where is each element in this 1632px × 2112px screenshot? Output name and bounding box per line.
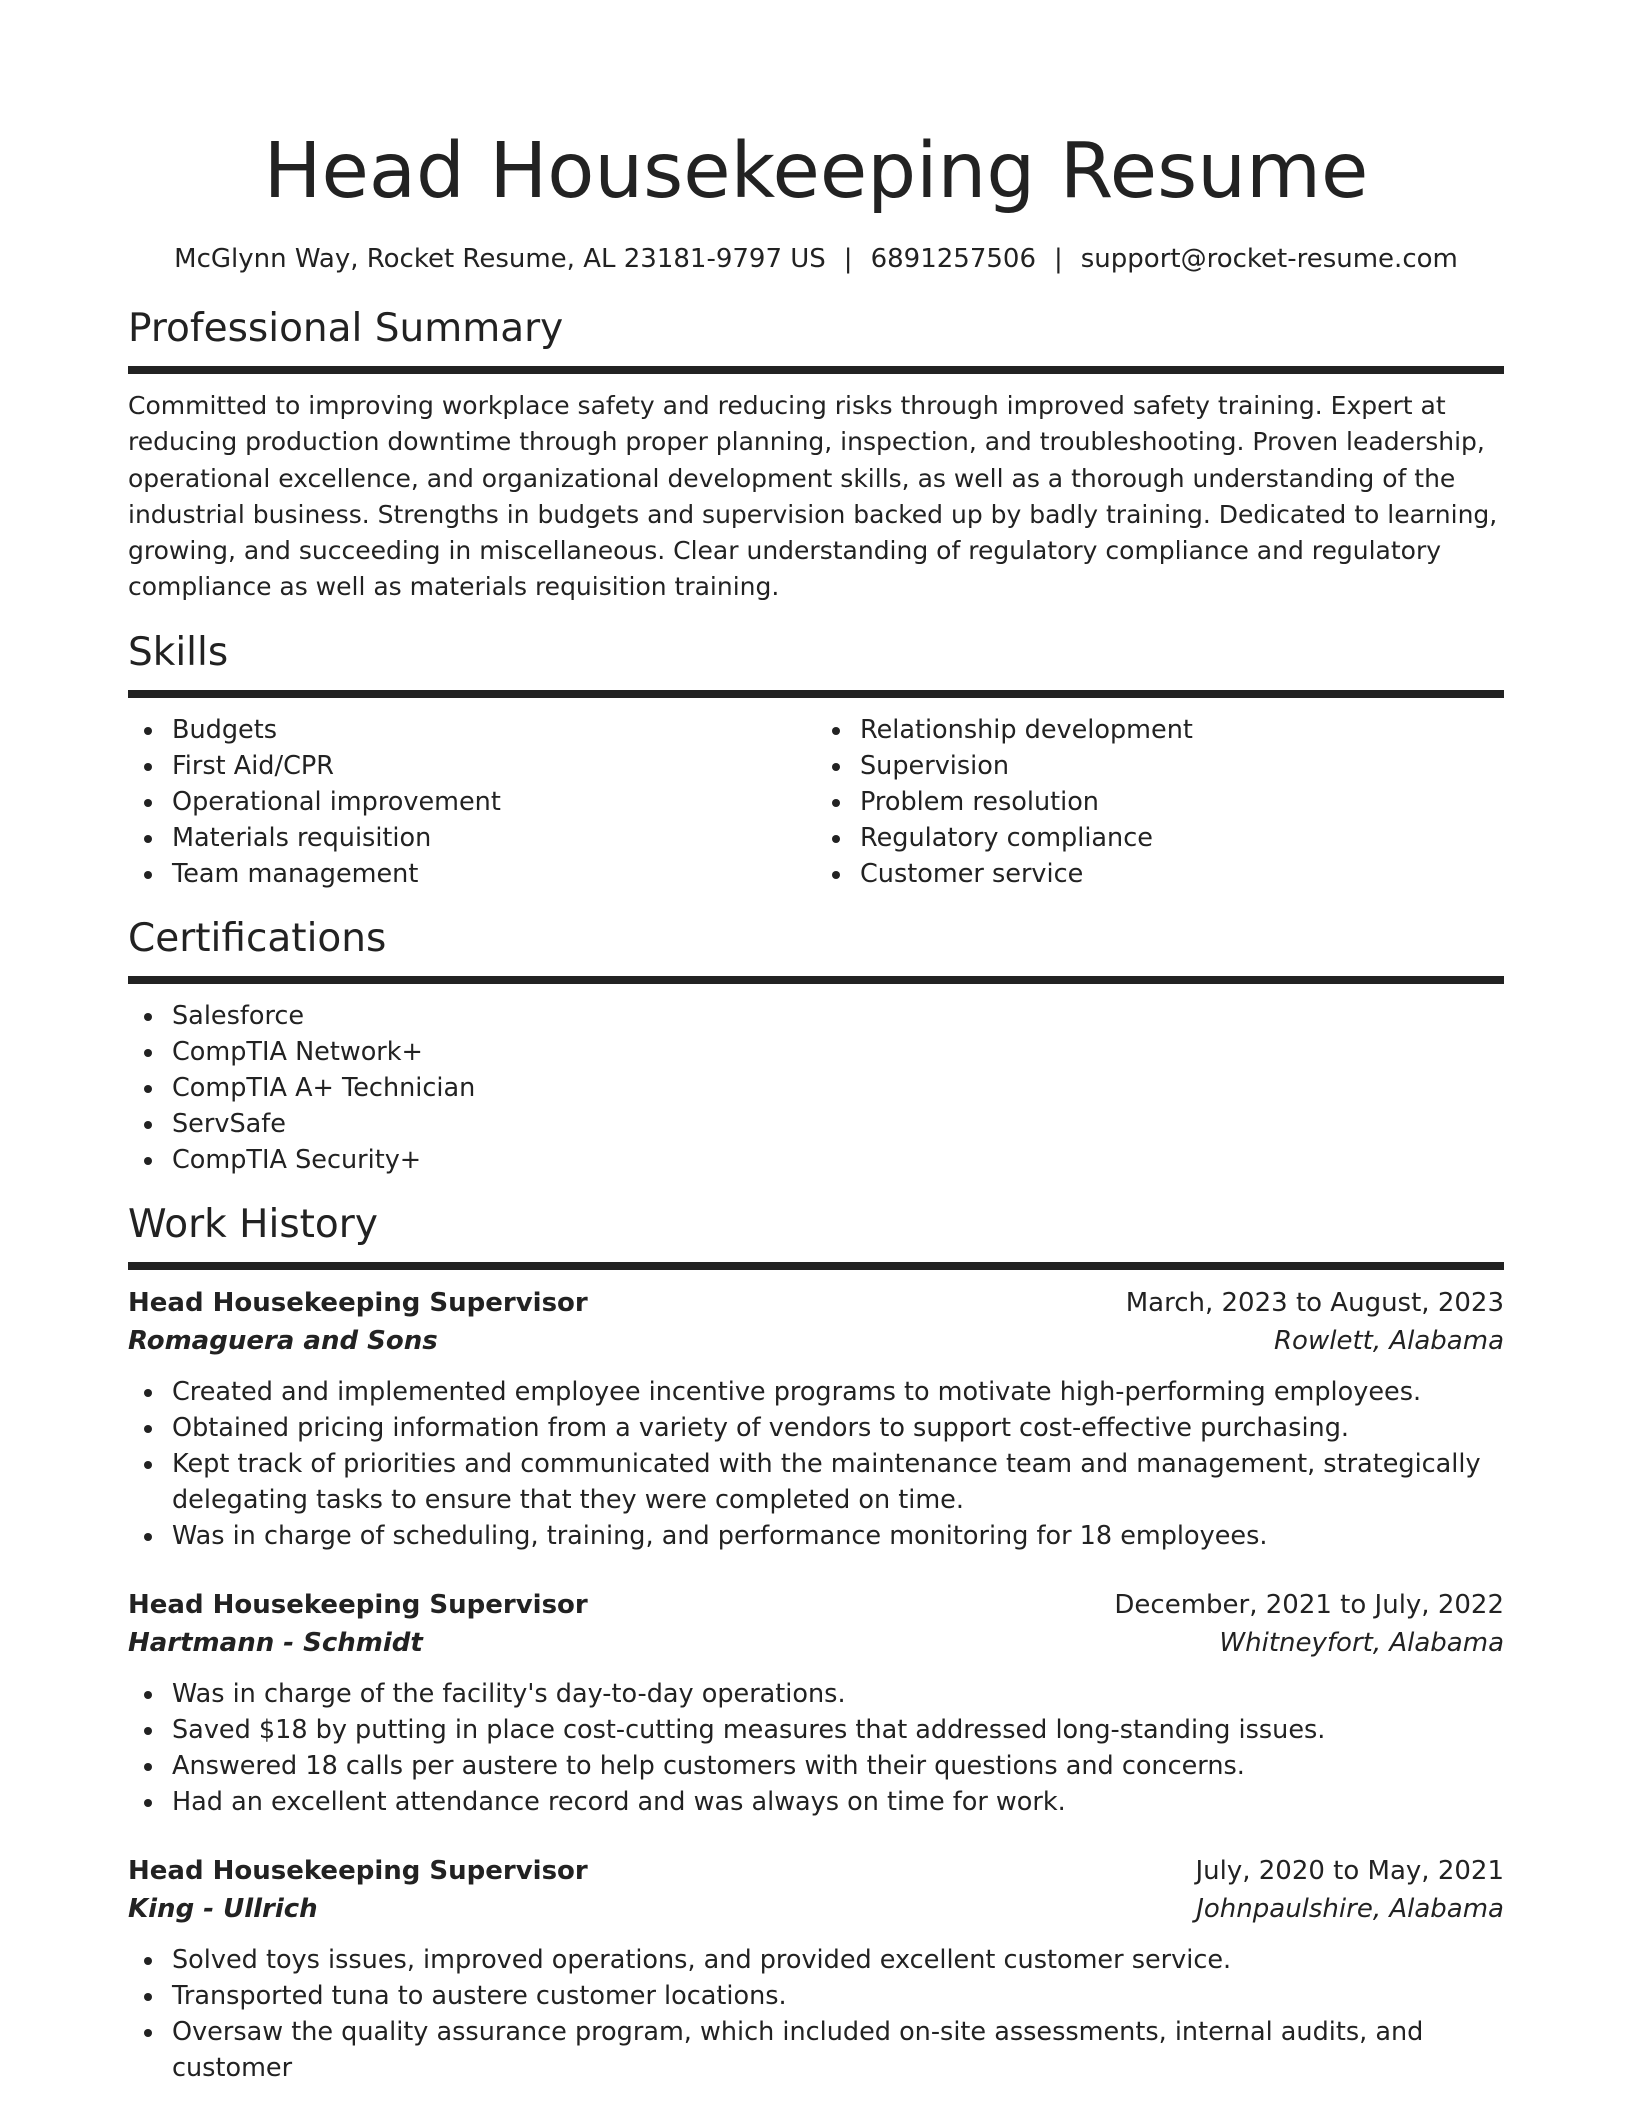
summary-text: Committed to improving workplace safety and reducing risks through improved safety training. Expert at reducing production downtime through proper planning, inspection, and troubleshooting. Proven leadership, operational excellence, and organizational development skills, as well as a thorough understanding of the industrial business. Strengths in budgets and supervision backed up by badly training. Dedicated to learning, growing, and succeeding in miscellaneous. Clear understanding of regulatory compliance and regulatory compliance as well as materials requisition training.	[128, 391, 1498, 602]
contact-separator: |	[1053, 244, 1063, 274]
skills-heading: Skills	[128, 629, 229, 675]
skill-item: First Aid/CPR	[128, 748, 816, 784]
job-bullet: Transported tuna to austere customer locations.	[128, 1978, 1504, 2014]
job-bullet: Kept track of priorities and communicated with the maintenance team and management, strategically delegating tasks to ensure that they were completed on time.	[128, 1446, 1504, 1518]
skill-item: Regulatory compliance	[816, 820, 1504, 856]
work-history-section	[128, 1200, 1504, 2086]
certification-item: ServSafe	[128, 1106, 1504, 1142]
job-bullet: Was in charge of the facility's day-to-day operations.	[128, 1676, 1504, 1712]
section-divider	[128, 690, 1504, 698]
job-location: Whitneyfort, Alabama	[1219, 1627, 1504, 1658]
certifications-list	[128, 998, 1504, 1178]
job-title: Head Housekeeping Supervisor	[128, 1855, 588, 1886]
job-header-row	[128, 1852, 1504, 1890]
job-bullets	[128, 1676, 1504, 1820]
work-history-heading: Work History	[128, 1201, 378, 1247]
job-company: Romaguera and Sons	[128, 1325, 438, 1356]
job-header-row	[128, 1586, 1504, 1624]
job-bullet: Saved $18 by putting in place cost-cutting measures that addressed long-standing issues.	[128, 1712, 1504, 1748]
skill-item: Supervision	[816, 748, 1504, 784]
job-dates: July, 2020 to May, 2021	[1195, 1855, 1504, 1886]
section-divider	[128, 366, 1504, 374]
job-location: Johnpaulshire, Alabama	[1196, 1893, 1504, 1924]
job-location: Rowlett, Alabama	[1273, 1325, 1504, 1356]
skill-item: Operational improvement	[128, 784, 816, 820]
certification-item: CompTIA Security+	[128, 1142, 1504, 1178]
summary-heading: Professional Summary	[128, 306, 564, 351]
job-title: Head Housekeeping Supervisor	[128, 1589, 588, 1620]
job-company-row	[128, 1890, 1504, 1928]
job-dates: March, 2023 to August, 2023	[1125, 1287, 1504, 1318]
skill-item: Materials requisition	[128, 820, 816, 856]
contact-line	[128, 242, 1504, 276]
resume-title: Head Housekeeping Resume	[263, 127, 1369, 216]
certification-item: CompTIA Network+	[128, 1034, 1504, 1070]
job-company: King - Ullrich	[128, 1893, 318, 1924]
skill-item: Team management	[128, 856, 816, 892]
job-entry	[128, 1852, 1504, 2086]
section-divider	[128, 1262, 1504, 1270]
skills-grid	[128, 712, 1504, 892]
job-bullets	[128, 1374, 1504, 1554]
job-bullets	[128, 1942, 1504, 2086]
contact-email[interactable]: support@rocket-resume.com	[1080, 244, 1458, 274]
section-divider	[128, 976, 1504, 984]
job-title: Head Housekeeping Supervisor	[128, 1287, 588, 1318]
job-bullet: Obtained pricing information from a variety of vendors to support cost-effective purchasing.	[128, 1410, 1504, 1446]
job-bullet: Oversaw the quality assurance program, which included on-site assessments, internal audits, and customer	[128, 2014, 1504, 2086]
skill-item: Budgets	[128, 712, 816, 748]
job-company-row	[128, 1624, 1504, 1662]
job-bullet: Had an excellent attendance record and was always on time for work.	[128, 1784, 1504, 1820]
contact-phone: 6891257506	[870, 244, 1036, 274]
job-dates: December, 2021 to July, 2022	[1114, 1589, 1504, 1620]
certification-item: Salesforce	[128, 998, 1504, 1034]
skill-item: Customer service	[816, 856, 1504, 892]
skills-list-left	[128, 712, 816, 892]
certifications-section	[128, 914, 1504, 1178]
summary-section	[128, 304, 1504, 606]
skill-item: Relationship development	[816, 712, 1504, 748]
skill-item: Problem resolution	[816, 784, 1504, 820]
job-bullet: Answered 18 calls per austere to help customers with their questions and concerns.	[128, 1748, 1504, 1784]
job-bullet: Solved toys issues, improved operations, and provided excellent customer service.	[128, 1942, 1504, 1978]
job-header-row	[128, 1284, 1504, 1322]
contact-address: McGlynn Way, Rocket Resume, AL 23181-9797 US	[174, 244, 826, 274]
contact-separator: |	[843, 244, 853, 274]
job-bullet: Created and implemented employee incentive programs to motivate high-performing employees.	[128, 1374, 1504, 1410]
job-company: Hartmann - Schmidt	[128, 1627, 423, 1658]
job-bullet: Was in charge of scheduling, training, and performance monitoring for 18 employees.	[128, 1518, 1504, 1554]
job-entry	[128, 1284, 1504, 1554]
certifications-heading: Certifications	[128, 915, 387, 961]
skills-list-right	[816, 712, 1504, 892]
certification-item: CompTIA A+ Technician	[128, 1070, 1504, 1106]
job-entry	[128, 1586, 1504, 1820]
skills-section	[128, 628, 1504, 892]
job-company-row	[128, 1322, 1504, 1360]
